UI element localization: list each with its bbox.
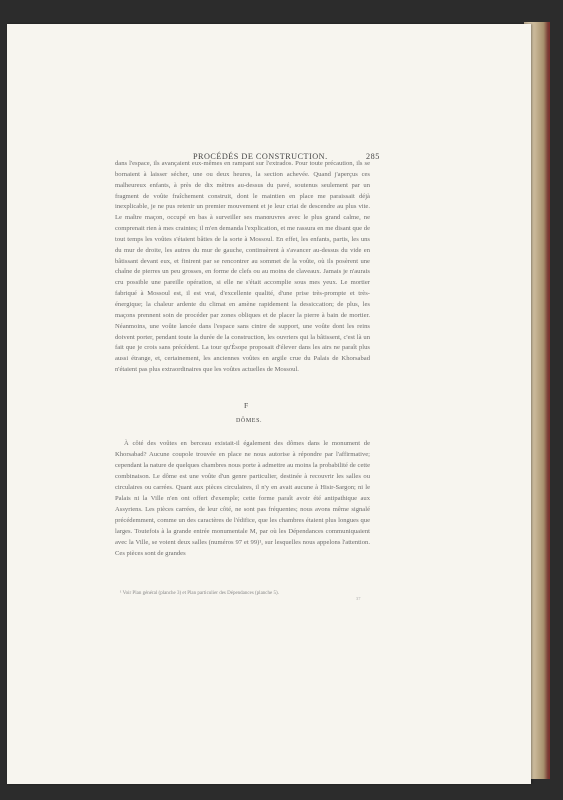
paragraph-text: À côté des voûtes en berceau existait-il également des dômes dans le monument de Khorsabad? Aucune coupole trouvée en place ne nous autorise à répondre par l'affirmative; cependant la nature de quelques chambres nous porte à admettre au moins la probabilité de cette combinaison. Le dôme est une voûte d'un genre particulier, destinée à recouvrir les salles ou circulaires ou carrées. Quant aux pièces circulaires, il n'y en avait aucune à Hisir-Sargon; ni le Palais ni la Ville n'en ont offert d'exemple; cette forme paraît avoir été antipathique aux Assyriens. Les pièces carrées, de leur côté, ne sont pas fréquentes; nous avons même signalé précédemment, comme un des caractères de l'édifice, que les chambres étaient plus longues que larges. Toutefois à la grande entrée monumentale M, par où les Dépendances communiquaient avec la Ville, se voient deux salles (numéros 97 et 99)¹, sur lesquelles nous appelons l'attention. Ces pièces sont de grandes xyxy=(115,440,370,557)
body-paragraph-2 xyxy=(115,439,370,559)
page xyxy=(7,24,531,784)
signature-mark: 37 xyxy=(356,596,361,601)
paragraph-text: dans l'espace, ils avançaient eux-mêmes en rampant sur l'extrados. Pour toute précaution, ils se bornaient à laisser sécher, une ou deux heures, la section achevée. Quand j'aperçus ces malheureux enfants, à près de dix mètres au-dessus du pavé, soutenus seulement par un fragment de voûte fraîchement construit, dont le maintien en place me paraissait déjà inexplicable, je ne pus retenir un premier mouvement et je leur criai de descendre au plus vite. Le maître maçon, occupé en bas à surveiller ses manœuvres avec le plus grand calme, ne comprenait rien à mes craintes; il m'en demanda l'explication, et me rassura en me disant que de tout temps les voûtes s'étaient bâties de la sorte à Mossoul. En effet, les enfants, partis, les uns du mur de droite, les autres du mur de gauche, continuèrent à s'avancer au-dessus du vide en bâtissant devant eux, et finirent par se rencontrer au sommet de la voûte, où ils posèrent une chaîne de pierres un peu grosses, en forme de clefs ou au moins de claveaux. Jamais je n'aurais cru possible une pareille opération, si elle ne s'était accomplie sous mes yeux. Le mortier fabriqué à Mossoul est, il est vrai, d'excellente qualité, d'une prise très-prompte et très-énergique; la chaleur ardente du climat en amène rapidement la dessiccation; de plus, les maçons prennent soin de procéder par zones obliques et de placer la pierre à bain de mortier. Néanmoins, une voûte lancée dans l'espace sans cintre de support, une voûte dont les reins doivent porter, pendant toute la durée de la construction, les ouvriers qui la bâtissent, c'est là un fait que je crois sans précédent. La tour qu'Ésope proposait d'élever dans les airs ne paraît plus aussi étrange, et, certainement, les anciennes voûtes en argile crue du Palais de Khorsabad n'étaient pas plus extraordinaires que les voûtes actuelles de Mossoul. xyxy=(115,160,370,374)
page-number: 285 xyxy=(366,152,380,161)
section-letter: F xyxy=(244,401,249,410)
section-title: DÔMES. xyxy=(236,418,263,424)
running-title: PROCÉDÉS DE CONSTRUCTION. xyxy=(193,152,328,161)
body-paragraph-1 xyxy=(115,159,370,376)
footnote: ¹ Voir Plan général (planche 3) et Plan particulier des Dépendances (planche 5). xyxy=(120,591,279,596)
